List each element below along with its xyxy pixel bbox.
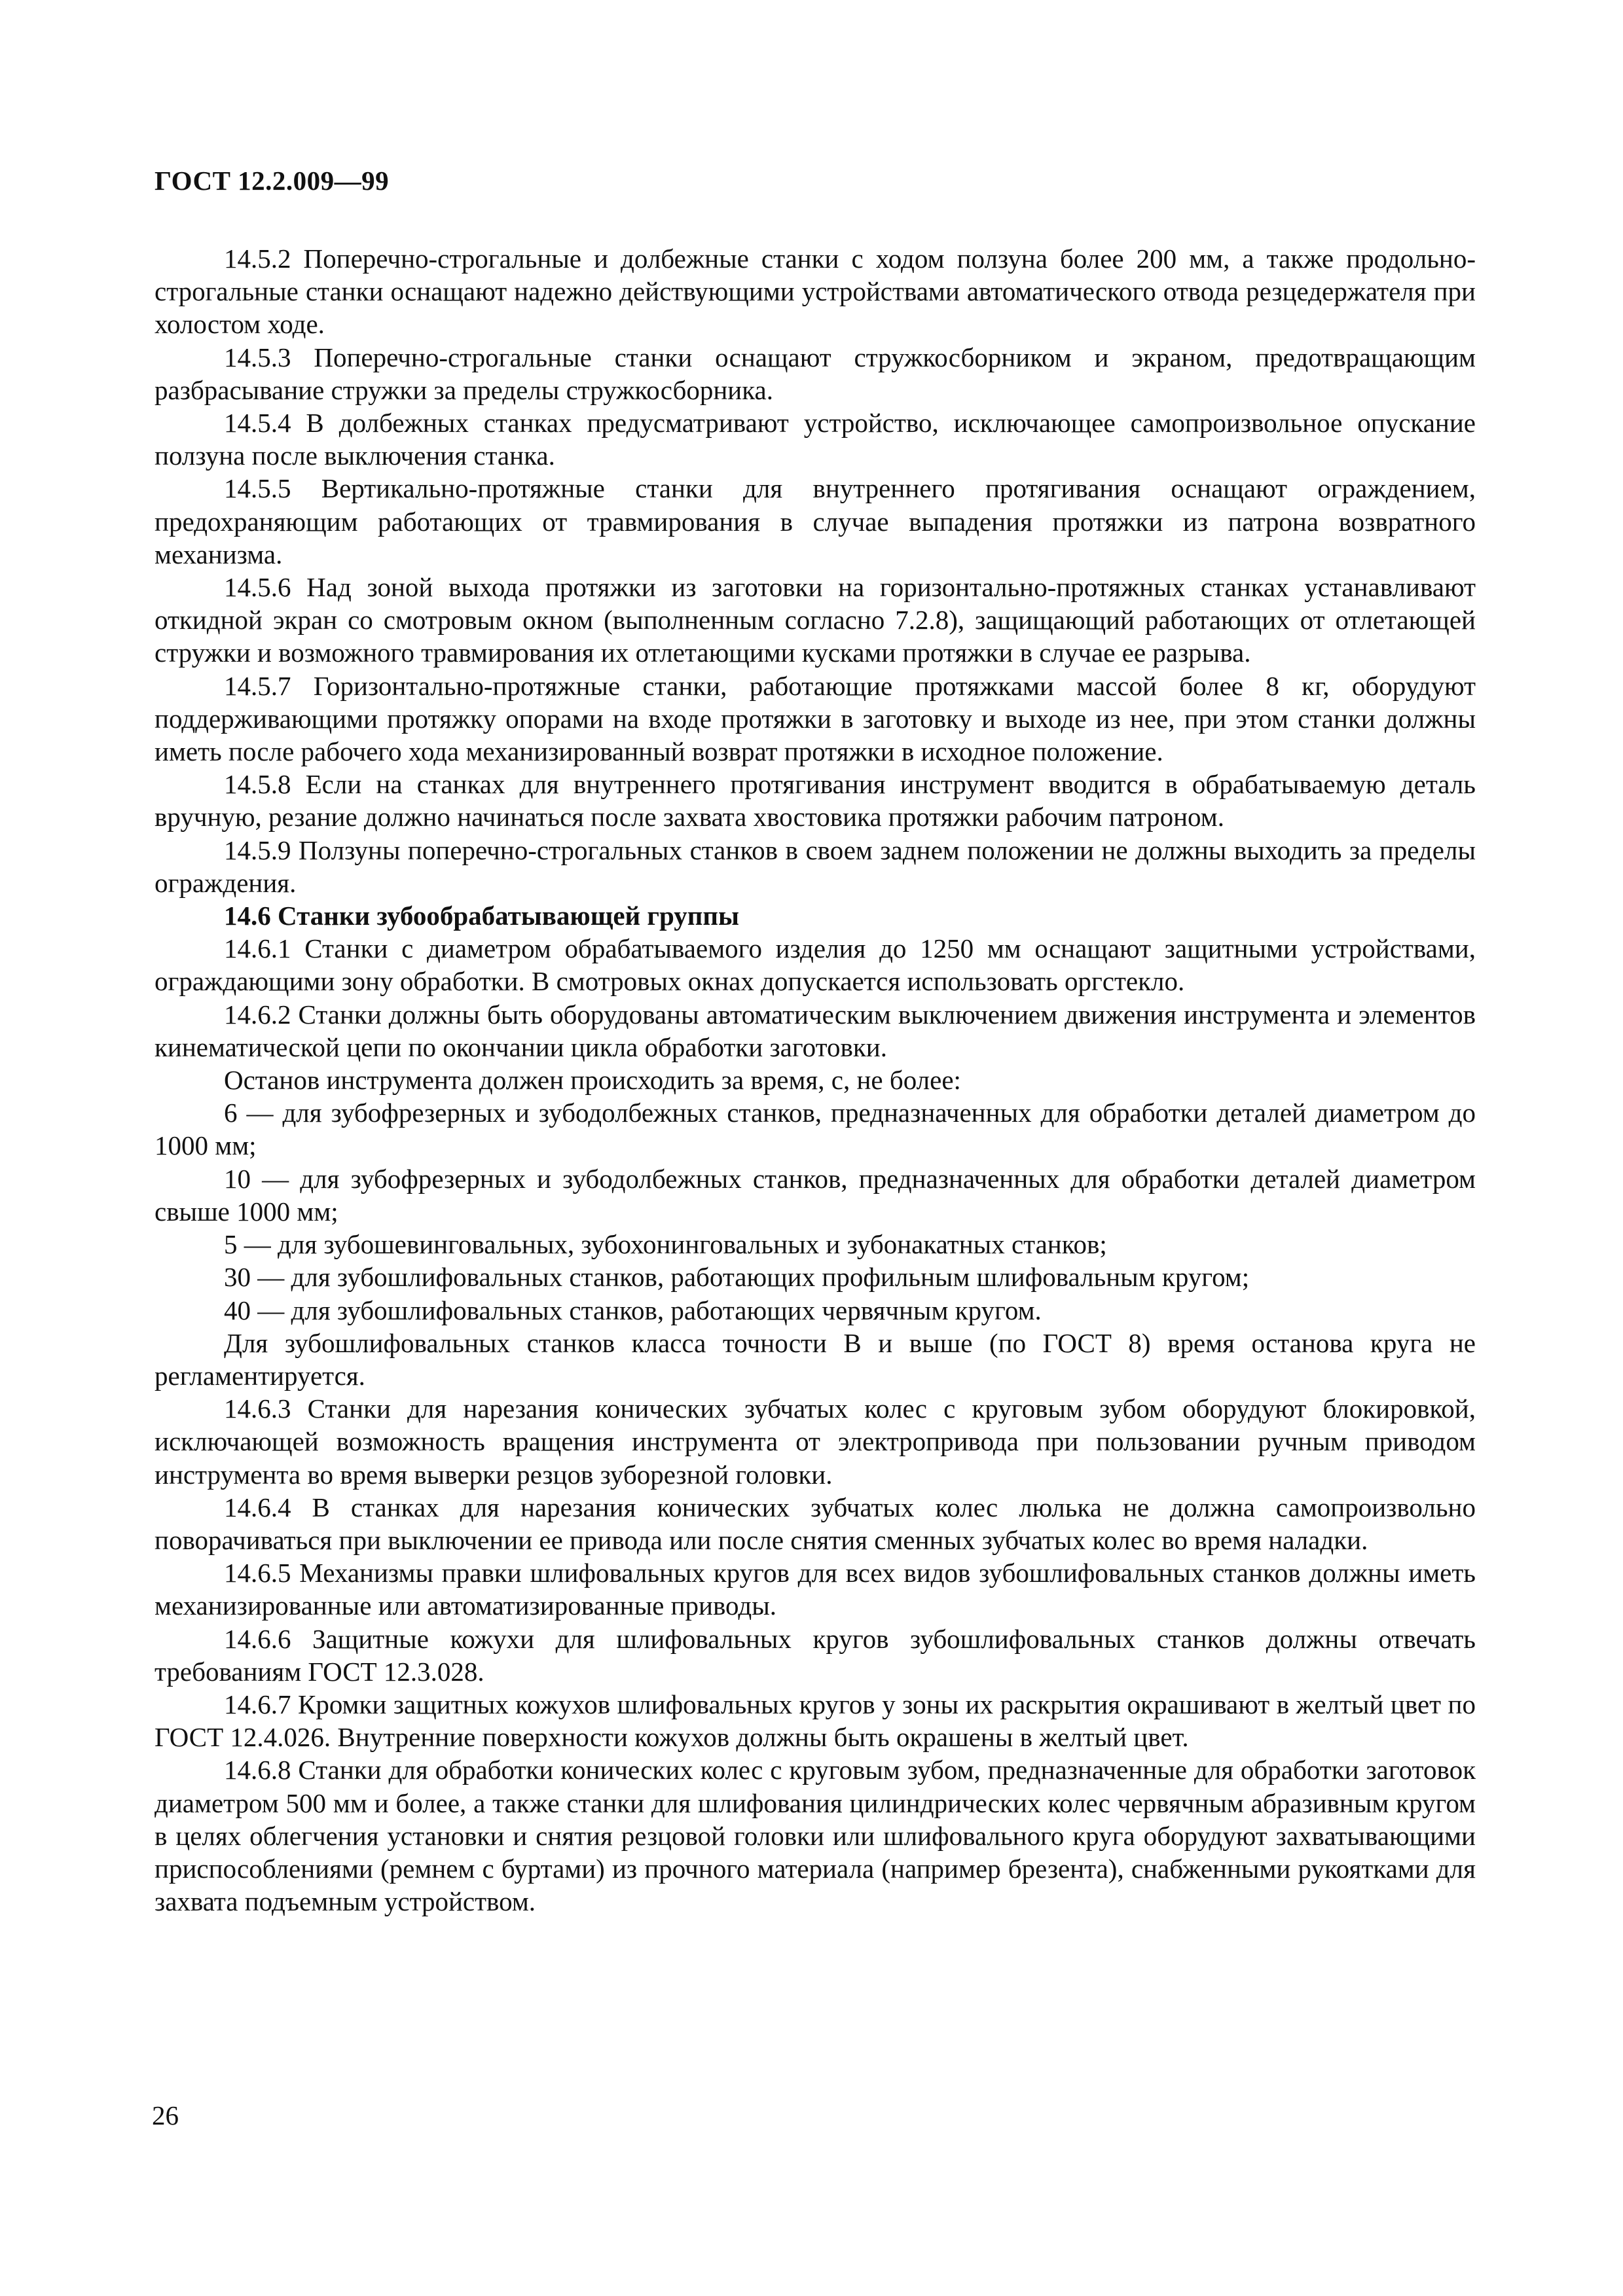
paragraph-14-5-7: 14.5.7 Горизонтально-протяжные станки, работающие протяжками массой более 8 кг, оборудуют поддерживающими протяжку опорами на входе протяжки в заготовку и выходе из нее, при этом станки должны иметь после рабочего хода механизированный возврат протяжки в исходное положение. <box>155 670 1476 767</box>
paragraph-14-5-8: 14.5.8 Если на станках для внутреннего протягивания инструмент вводится в обрабатываемую деталь вручную, резание должно начинаться после захвата хвостовика протяжки рабочим патроном. <box>155 769 1476 833</box>
list-item-stop-time-6: 6 — для зубофрезерных и зубодолбежных станков, предназначенных для обработки деталей диаметром до 1000 мм; <box>155 1098 1476 1161</box>
paragraph-14-6-7: 14.6.7 Кромки защитных кожухов шлифовальных кругов у зоны их раскрытия окрашивают в желтый цвет по ГОСТ 12.4.026. Внутренние поверхности кожухов должны быть окрашены в желтый цвет. <box>155 1689 1476 1753</box>
paragraph-14-6-4: 14.6.4 В станках для нарезания конических зубчатых колес люлька не должна самопроизвольно поворачиваться при выключении ее привода или после снятия сменных зубчатых колес во время наладки. <box>155 1492 1476 1555</box>
page-number: 26 <box>152 2100 179 2130</box>
document-header: ГОСТ 12.2.009—99 <box>155 166 390 196</box>
paragraph-14-6-2: 14.6.2 Станки должны быть оборудованы автоматическим выключением движения инструмента и элементов кинематической цепи по окончании цикла обработки заготовки. <box>155 999 1476 1062</box>
paragraph-14-5-2: 14.5.2 Поперечно-строгальные и долбежные станки с ходом ползуна более 200 мм, а также продольно-строгальные станки оснащают надежно действующими устройствами автоматического отвода резцедержателя при холостом ходе. <box>155 243 1476 340</box>
paragraph-14-5-4: 14.5.4 В долбежных станках предусматривают устройство, исключающее самопроизвольное опускание ползуна после выключения станка. <box>155 408 1476 471</box>
paragraph-14-6-6: 14.6.6 Защитные кожухи для шлифовальных кругов зубошлифовальных станков должны отвечать требованиям ГОСТ 12.3.028. <box>155 1623 1476 1687</box>
paragraph-14-5-5: 14.5.5 Вертикально-протяжные станки для внутреннего протягивания оснащают ограждением, предохраняющим работающих от травмирования в случае выпадения протяжки из патрона возвратного механизма. <box>155 473 1476 569</box>
paragraph-14-5-9: 14.5.9 Ползуны поперечно-строгальных станков в своем заднем положении не должны выходить за пределы ограждения. <box>155 834 1476 898</box>
paragraph-14-5-3: 14.5.3 Поперечно-строгальные станки оснащают стружкосборником и экраном, предотвращающим разбрасывание стружки за пределы стружкосборника. <box>155 342 1476 405</box>
document-body <box>155 242 1476 1918</box>
list-item-stop-time-5: 5 — для зубошевинговальных, зубохонинговальных и зубонакатных станков; <box>224 1229 1107 1260</box>
paragraph-14-6-5: 14.6.5 Механизмы правки шлифовальных кругов для всех видов зубошлифовальных станков должны иметь механизированные или автоматизированные приводы. <box>155 1558 1476 1621</box>
paragraph-14-6-1: 14.6.1 Станки с диаметром обрабатываемого изделия до 1250 мм оснащают защитными устройствами, ограждающими зону обработки. В смотровых окнах допускается использовать оргстекло. <box>155 933 1476 997</box>
list-item-stop-time-40: 40 — для зубошлифовальных станков, работающих червячным кругом. <box>224 1295 1042 1325</box>
paragraph-14-5-6: 14.5.6 Над зоной выхода протяжки из заготовки на горизонтально-протяжных станках устанавливают откидной экран со смотровым окном (выполненным согласно 7.2.8), защищающий работающих от отлетающей стружки и возможного травмирования их отлетающими кусками протяжки в случае ее разрыва. <box>155 572 1476 668</box>
paragraph-14-6-8: 14.6.8 Станки для обработки конических колес с круговым зубом, предназначенные для обработки заготовок диаметром 500 мм и более, а также станки для шлифования цилиндрических колес червячным абразивным кругом в целях облегчения установки и снятия резцовой головки или шлифовального круга оборудуют захватывающими приспособлениями (ремнем с буртами) из прочного материала (например брезента), снабженными рукоятками для захвата подъемным устройством. <box>155 1755 1476 1917</box>
paragraph-stop-time-intro: Останов инструмента должен происходить за время, с, не более: <box>224 1065 961 1096</box>
paragraph-14-6-3: 14.6.3 Станки для нарезания конических зубчатых колес с круговым зубом оборудуют блокировкой, исключающей возможность вращения инструмента от электропривода при пользовании ручным приводом инструмента во время выверки резцов зуборезной головки. <box>155 1393 1476 1490</box>
list-item-stop-time-10: 10 — для зубофрезерных и зубодолбежных станков, предназначенных для обработки деталей диаметром свыше 1000 мм; <box>155 1163 1476 1227</box>
list-item-stop-time-30: 30 — для зубошлифовальных станков, работающих профильным шлифовальным кругом; <box>224 1262 1250 1293</box>
section-heading-14-6: 14.6 Станки зубообрабатывающей группы <box>224 901 740 931</box>
paragraph-precision-class-note: Для зубошлифовальных станков класса точности В и выше (по ГОСТ 8) время останова круга не регламентируется. <box>155 1327 1476 1391</box>
